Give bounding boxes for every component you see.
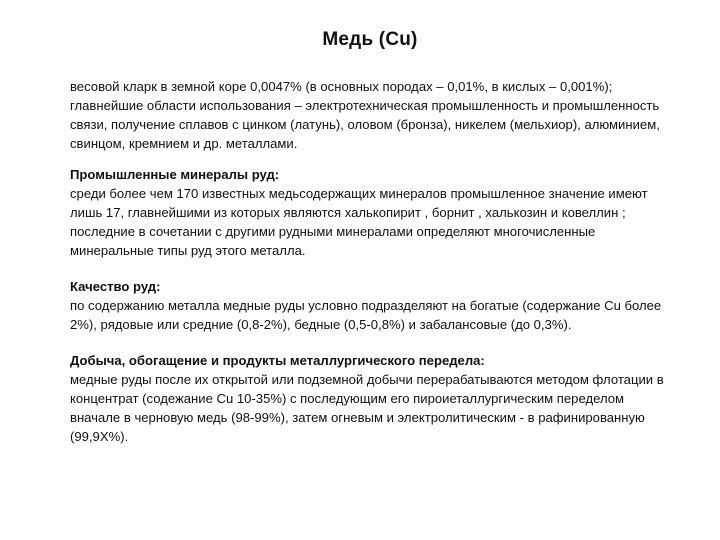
- slide-title-text: Медь (Cu): [322, 29, 418, 50]
- minerals-heading: Промышленные минералы руд:: [70, 167, 280, 182]
- minerals-section: [70, 165, 670, 260]
- slide-title: [0, 29, 720, 51]
- quality-section: [70, 277, 670, 334]
- intro-paragraph: весовой кларк в земной коре 0,0047% (в основных породах – 0,01%, в кислых – 0,001%); главнейшие области использования – электротехническая промышленность и промышленность связи, получение сплавов с цинком (латунь), оловом (бронза), никелем (мельхиор), алюминием, свинцом, кремнием и др. металлами.: [70, 79, 660, 151]
- mining-section: [70, 351, 670, 446]
- mining-paragraph: медные руды после их открытой или подземной добычи перерабатываются методом флотации в концентрат (содежание Cu 10-35%) с последующим его пироиеталлургическим переделом вначале в черновую медь (98-99%), затем огневым и электролитическим - в рафинированную (99,9Х%).: [70, 372, 664, 444]
- slide-content: [70, 77, 670, 463]
- intro-section: [70, 77, 670, 153]
- minerals-paragraph: среди более чем 170 известных медьсодержащих минералов промышленное значение имеют лишь 17, главнейшими из которых являются халькопирит , борнит , халькозин и ковеллин ; последние в сочетании с другими рудными минералами определяют многочисленные минеральные типы руд этого металла.: [70, 186, 648, 258]
- quality-heading: Качество руд:: [70, 279, 161, 294]
- quality-paragraph: по содержанию металла медные руды условно подразделяют на богатые (содержание Cu более 2%), рядовые или средние (0,8-2%), бедные (0,5-0,8%) и забалансовые (до 0,3%).: [70, 298, 662, 332]
- mining-heading: Добыча, обогащение и продукты металлургического передела:: [70, 353, 485, 368]
